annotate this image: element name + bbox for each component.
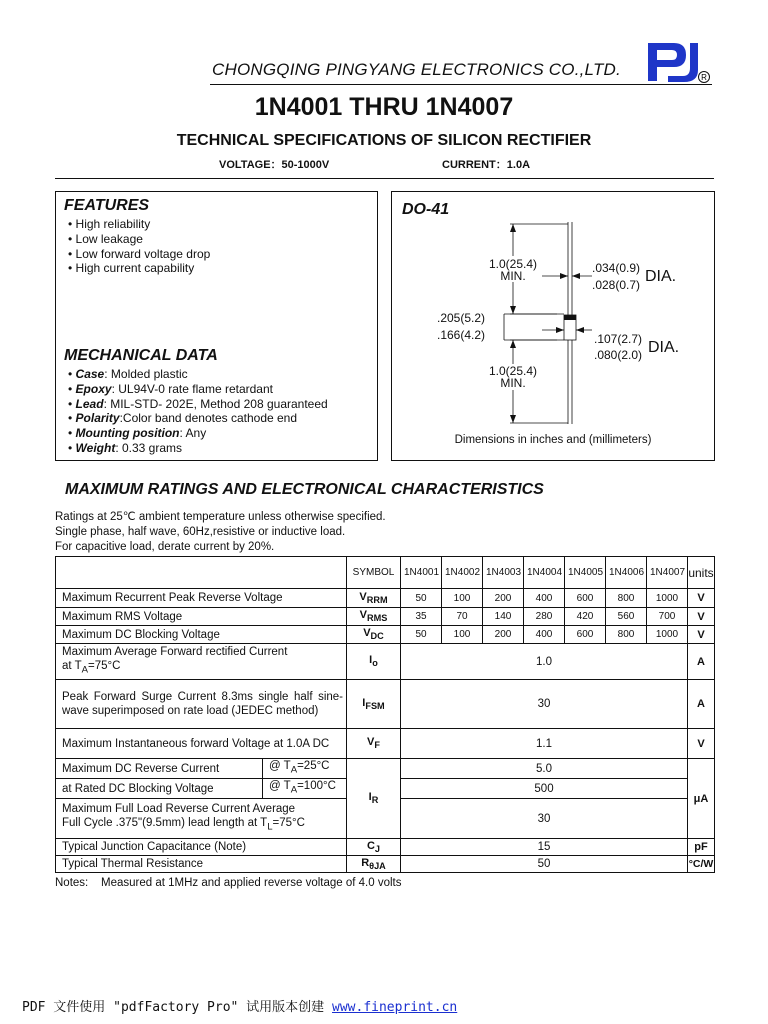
package-drawing — [392, 192, 714, 460]
ratings-note: Ratings at 25℃ ambient temperature unless otherwise specified. — [55, 511, 386, 523]
features-box — [55, 191, 378, 461]
mechanical-item: • Polarity:Color band denotes cathode end — [68, 411, 328, 426]
table-row: Typical Thermal Resistance $R_{\theta JA}$ 50 °C/W — [56, 856, 715, 873]
ratings-table — [55, 556, 715, 873]
body-dia-label: DIA. — [648, 339, 680, 356]
table-row: Maximum Full Load Reverse Current Average Full Cycle .375"(9.5mm) lead length at $T_L=75^\circ C$ 30 — [56, 799, 715, 839]
ratings-note: Single phase, half wave, 60Hz,resistive or inductive load. — [55, 526, 346, 538]
table-row: Maximum DC Blocking Voltage $V_{DC}$ 50 100 200 400 600 800 1000 V — [56, 626, 715, 644]
table-row: Maximum Average Forward rectified Current at $T_A=75^\circ C$ $I_o$ 1.0 A — [56, 644, 715, 680]
feature-item: • High reliability — [68, 217, 210, 232]
lead-length-top: 1.0(25.4) — [488, 257, 538, 271]
features-heading: FEATURES — [64, 197, 150, 214]
mechanical-item: • Epoxy: UL94V-0 rate flame retardant — [68, 382, 328, 397]
table-header-row: SYMBOL 1N4001 1N4002 1N4003 1N4004 1N4005 1N4006 1N4007 units — [56, 557, 715, 589]
lead-length-top-min: MIN. — [500, 269, 526, 283]
ratings-notes — [55, 510, 386, 555]
feature-item: • Low leakage — [68, 232, 210, 247]
table-row: Peak Forward Surge Current 8.3ms single half sine-wave superimposed on rate load (JEDEC method) $I_{FSM}$ 30 A — [56, 680, 715, 729]
mechanical-item: • Mounting position: Any — [68, 426, 328, 441]
package-box — [391, 191, 715, 461]
lead-length-bottom: 1.0(25.4) — [488, 364, 538, 378]
features-list — [68, 217, 210, 276]
pdf-footer — [22, 996, 457, 1015]
table-row: Typical Junction Capacitance (Note) $C_J$ 15 pF — [56, 839, 715, 856]
page-title: 1N4001 THRU 1N4007 — [254, 93, 514, 121]
company-name: CHONGQING PINGYANG ELECTRONICS CO.,LTD. — [212, 60, 621, 79]
mechanical-heading: MECHANICAL DATA — [64, 347, 218, 364]
lead-length-bottom-min: MIN. — [500, 376, 526, 390]
ratings-heading: MAXIMUM RATINGS AND ELECTRONICAL CHARACTERISTICS — [65, 481, 544, 498]
lead-dia-min: .028(0.7) — [592, 278, 641, 292]
mechanical-item: • Lead: MIL-STD- 202E, Method 208 guaranteed — [68, 397, 328, 412]
table-row: Maximum DC Reverse Current @ $T_A=25^\circ C$ $I_R$ 5.0 μA — [56, 759, 715, 779]
ratings-note: For capacitive load, derate current by 20%. — [55, 541, 275, 553]
table-footnote: Notes: Measured at 1MHz and applied reverse voltage of 4.0 volts — [55, 877, 402, 889]
footer-link[interactable]: www.fineprint.cn — [332, 1000, 458, 1015]
logo-registered-mark: R — [701, 73, 707, 82]
voltage-spec: VOLTAGE：50-1000V — [219, 159, 330, 171]
body-length-min: .166(4.2) — [437, 328, 486, 342]
feature-item: • Low forward voltage drop — [68, 247, 210, 262]
table-row: Maximum Instantaneous forward Voltage at 1.0A DC $V_F$ 1.1 V — [56, 729, 715, 759]
body-dia-min: .080(2.0) — [594, 348, 643, 362]
table-row: Maximum RMS Voltage $V_{RMS}$ 35 70 140 280 420 560 700 V — [56, 608, 715, 626]
lead-dia-max: .034(0.9) — [592, 261, 641, 275]
table-row: at Rated DC Blocking Voltage @ $T_A=100^\circ C$ 500 — [56, 779, 715, 799]
table-row: Maximum Recurrent Peak Reverse Voltage $V_{RRM}$ 50 100 200 400 600 800 1000 V — [56, 589, 715, 608]
body-length-max: .205(5.2) — [437, 311, 486, 325]
package-heading: DO-41 — [402, 201, 450, 218]
current-spec: CURRENT：1.0A — [442, 159, 531, 171]
mechanical-list — [68, 367, 328, 456]
lead-dia-label: DIA. — [645, 268, 677, 285]
body-dia-max: .107(2.7) — [594, 332, 643, 346]
page-subtitle: TECHNICAL SPECIFICATIONS OF SILICON RECTIFIER — [176, 132, 592, 149]
package-caption: Dimensions in inches and (millimeters) — [454, 434, 652, 446]
mechanical-item: • Case: Molded plastic — [68, 367, 328, 382]
section-rule — [55, 178, 714, 179]
feature-item: • High current capability — [68, 261, 210, 276]
footer-text: PDF 文件使用 "pdfFactory Pro" 试用版本创建 — [22, 1000, 333, 1015]
company-logo — [646, 40, 710, 86]
header-rule — [210, 84, 712, 85]
mechanical-item: • Weight: 0.33 grams — [68, 441, 328, 456]
